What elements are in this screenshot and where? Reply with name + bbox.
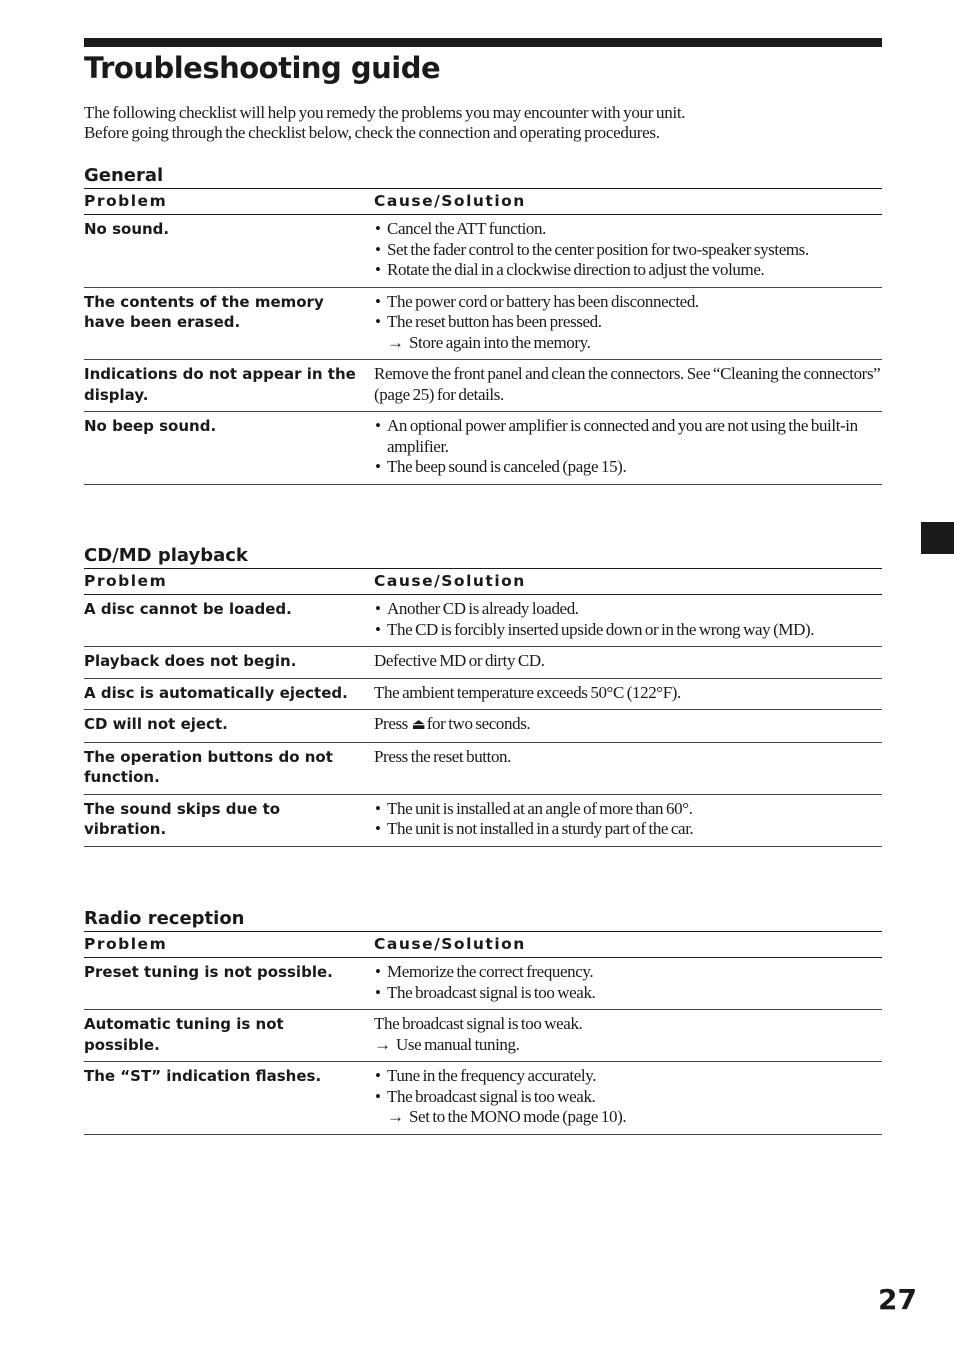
solution-text: for two seconds. (426, 714, 531, 733)
bullet-icon: • (375, 457, 381, 476)
arrow-note-text: Set to the MONO mode (page 10). (409, 1107, 627, 1126)
column-header-problem: Problem (84, 189, 374, 215)
arrow-note (374, 1107, 882, 1128)
problem-cell: No beep sound. (84, 412, 374, 485)
solution-text: The unit is not installed in a sturdy part of the car. (387, 819, 694, 838)
solution-text: The unit is installed at an angle of more than 60°. (387, 798, 693, 818)
table-row (84, 595, 882, 647)
table-row (84, 794, 882, 846)
section-cd-md-playback (84, 544, 882, 847)
list-item (374, 983, 882, 1004)
table-row (84, 412, 882, 485)
bullet-icon: • (375, 819, 381, 838)
list-item (374, 599, 882, 620)
table-row (84, 360, 882, 412)
table-row (84, 1010, 882, 1062)
list-item (374, 819, 882, 840)
section-general (84, 164, 882, 485)
table-header-row (84, 189, 882, 215)
bullet-icon: • (375, 416, 381, 435)
section-index-tab (921, 522, 954, 554)
title-rule (84, 38, 882, 47)
column-header-problem: Problem (84, 932, 374, 958)
solution-text: The power cord or battery has been disconnected. (387, 291, 699, 311)
problem-cell: The contents of the memory have been erased. (84, 287, 374, 360)
solution-text: The beep sound is canceled (page 15). (387, 457, 627, 476)
bullet-icon: • (375, 982, 381, 1002)
list-item (374, 312, 882, 333)
bullet-icon: • (375, 599, 381, 618)
table-row (84, 1062, 882, 1135)
arrow-right-icon: → (374, 1034, 391, 1054)
solution-cell: Remove the front panel and clean the connectors. See “Cleaning the connectors” (page 25) for details. (374, 360, 882, 412)
table-row (84, 215, 882, 288)
problem-cell: Indications do not appear in the display. (84, 360, 374, 412)
solution-cell (374, 595, 882, 647)
solution-cell: The ambient temperature exceeds 50°C (122°F). (374, 678, 882, 710)
bullet-icon: • (375, 312, 381, 331)
bullet-icon: • (375, 962, 381, 981)
section-heading: CD/MD playback (84, 545, 248, 566)
bullet-icon: • (375, 219, 381, 238)
table-row (84, 958, 882, 1010)
solution-text: Tune in the frequency accurately. (387, 1066, 597, 1085)
list-item (374, 416, 882, 457)
page-number: 27 (878, 1283, 917, 1316)
solution-cell (374, 215, 882, 288)
list-item (374, 240, 882, 261)
table-row (84, 742, 882, 794)
list-item (374, 620, 882, 641)
troubleshooting-table-general (84, 188, 882, 485)
arrow-right-icon: → (387, 1107, 404, 1126)
column-header-solution: Cause/Solution (374, 569, 882, 595)
solution-cell: Press the reset button. (374, 742, 882, 794)
problem-cell: A disc is automatically ejected. (84, 678, 374, 710)
solution-text: Another CD is already loaded. (387, 599, 579, 618)
section-heading: Radio reception (84, 908, 245, 929)
list-item (374, 219, 882, 240)
solution-text: The broadcast signal is too weak. (387, 1086, 596, 1106)
troubleshooting-table-radio (84, 931, 882, 1135)
column-header-solution: Cause/Solution (374, 189, 882, 215)
bullet-icon: • (375, 260, 381, 279)
table-row (84, 287, 882, 360)
solution-cell (374, 287, 882, 360)
solution-text: Cancel the ATT function. (387, 219, 546, 238)
section-radio-reception (84, 907, 882, 1135)
column-header-solution: Cause/Solution (374, 932, 882, 958)
list-item (374, 292, 882, 313)
list-item (374, 457, 882, 478)
table-row (84, 678, 882, 710)
bullet-icon: • (375, 291, 381, 311)
solution-text: The reset button has been pressed. (387, 312, 602, 331)
list-item (374, 962, 882, 983)
bullet-icon: • (375, 1066, 381, 1085)
list-item (374, 1066, 882, 1087)
solution-text: Press (374, 714, 408, 733)
solution-cell (374, 958, 882, 1010)
troubleshooting-table-cd-md (84, 568, 882, 847)
table-row (84, 647, 882, 679)
solution-cell (374, 794, 882, 846)
table-header-row (84, 569, 882, 595)
arrow-note-text: Store again into the memory. (409, 332, 591, 352)
solution-cell (374, 1062, 882, 1135)
intro-line: Before going through the checklist below, check the connection and operating procedures. (84, 123, 660, 142)
page-title: Troubleshooting guide (84, 51, 441, 85)
solution-text: Memorize the correct frequency. (387, 962, 594, 981)
table-row (84, 710, 882, 743)
arrow-note (374, 1035, 882, 1056)
intro-paragraph (84, 103, 884, 143)
solution-cell: Defective MD or dirty CD. (374, 647, 882, 679)
solution-text: Set the fader control to the center position for two-speaker systems. (387, 239, 809, 259)
problem-cell: A disc cannot be loaded. (84, 595, 374, 647)
list-item (374, 260, 882, 281)
problem-cell: Playback does not begin. (84, 647, 374, 679)
bullet-icon: • (375, 239, 381, 259)
problem-cell: CD will not eject. (84, 710, 374, 743)
problem-cell: Automatic tuning is not possible. (84, 1010, 374, 1062)
section-heading: General (84, 165, 164, 186)
bullet-icon: • (375, 619, 381, 639)
bullet-icon: • (375, 798, 381, 818)
solution-text: An optional power amplifier is connected and you are not using the built-in amplifier. (387, 416, 858, 456)
solution-cell (374, 412, 882, 485)
arrow-note (374, 333, 882, 354)
problem-cell: The “ST” indication flashes. (84, 1062, 374, 1135)
problem-cell: The sound skips due to vibration. (84, 794, 374, 846)
table-header-row (84, 932, 882, 958)
problem-cell: Preset tuning is not possible. (84, 958, 374, 1010)
solution-text: The broadcast signal is too weak. (374, 1014, 583, 1033)
bullet-icon: • (375, 1086, 381, 1106)
solution-text: Rotate the dial in a clockwise direction to adjust the volume. (387, 260, 765, 279)
solution-cell (374, 710, 882, 743)
problem-cell: No sound. (84, 215, 374, 288)
arrow-right-icon: → (387, 332, 404, 352)
solution-cell (374, 1010, 882, 1062)
problem-cell: The operation buttons do not function. (84, 742, 374, 794)
column-header-problem: Problem (84, 569, 374, 595)
solution-text: The broadcast signal is too weak. (387, 982, 596, 1002)
arrow-note-text: Use manual tuning. (396, 1034, 520, 1054)
list-item (374, 799, 882, 820)
list-item (374, 1087, 882, 1108)
solution-text: The CD is forcibly inserted upside down or in the wrong way (MD). (387, 619, 815, 639)
eject-icon: ⏏ (411, 717, 426, 733)
intro-line: The following checklist will help you remedy the problems you may encounter with your unit. (84, 103, 686, 122)
